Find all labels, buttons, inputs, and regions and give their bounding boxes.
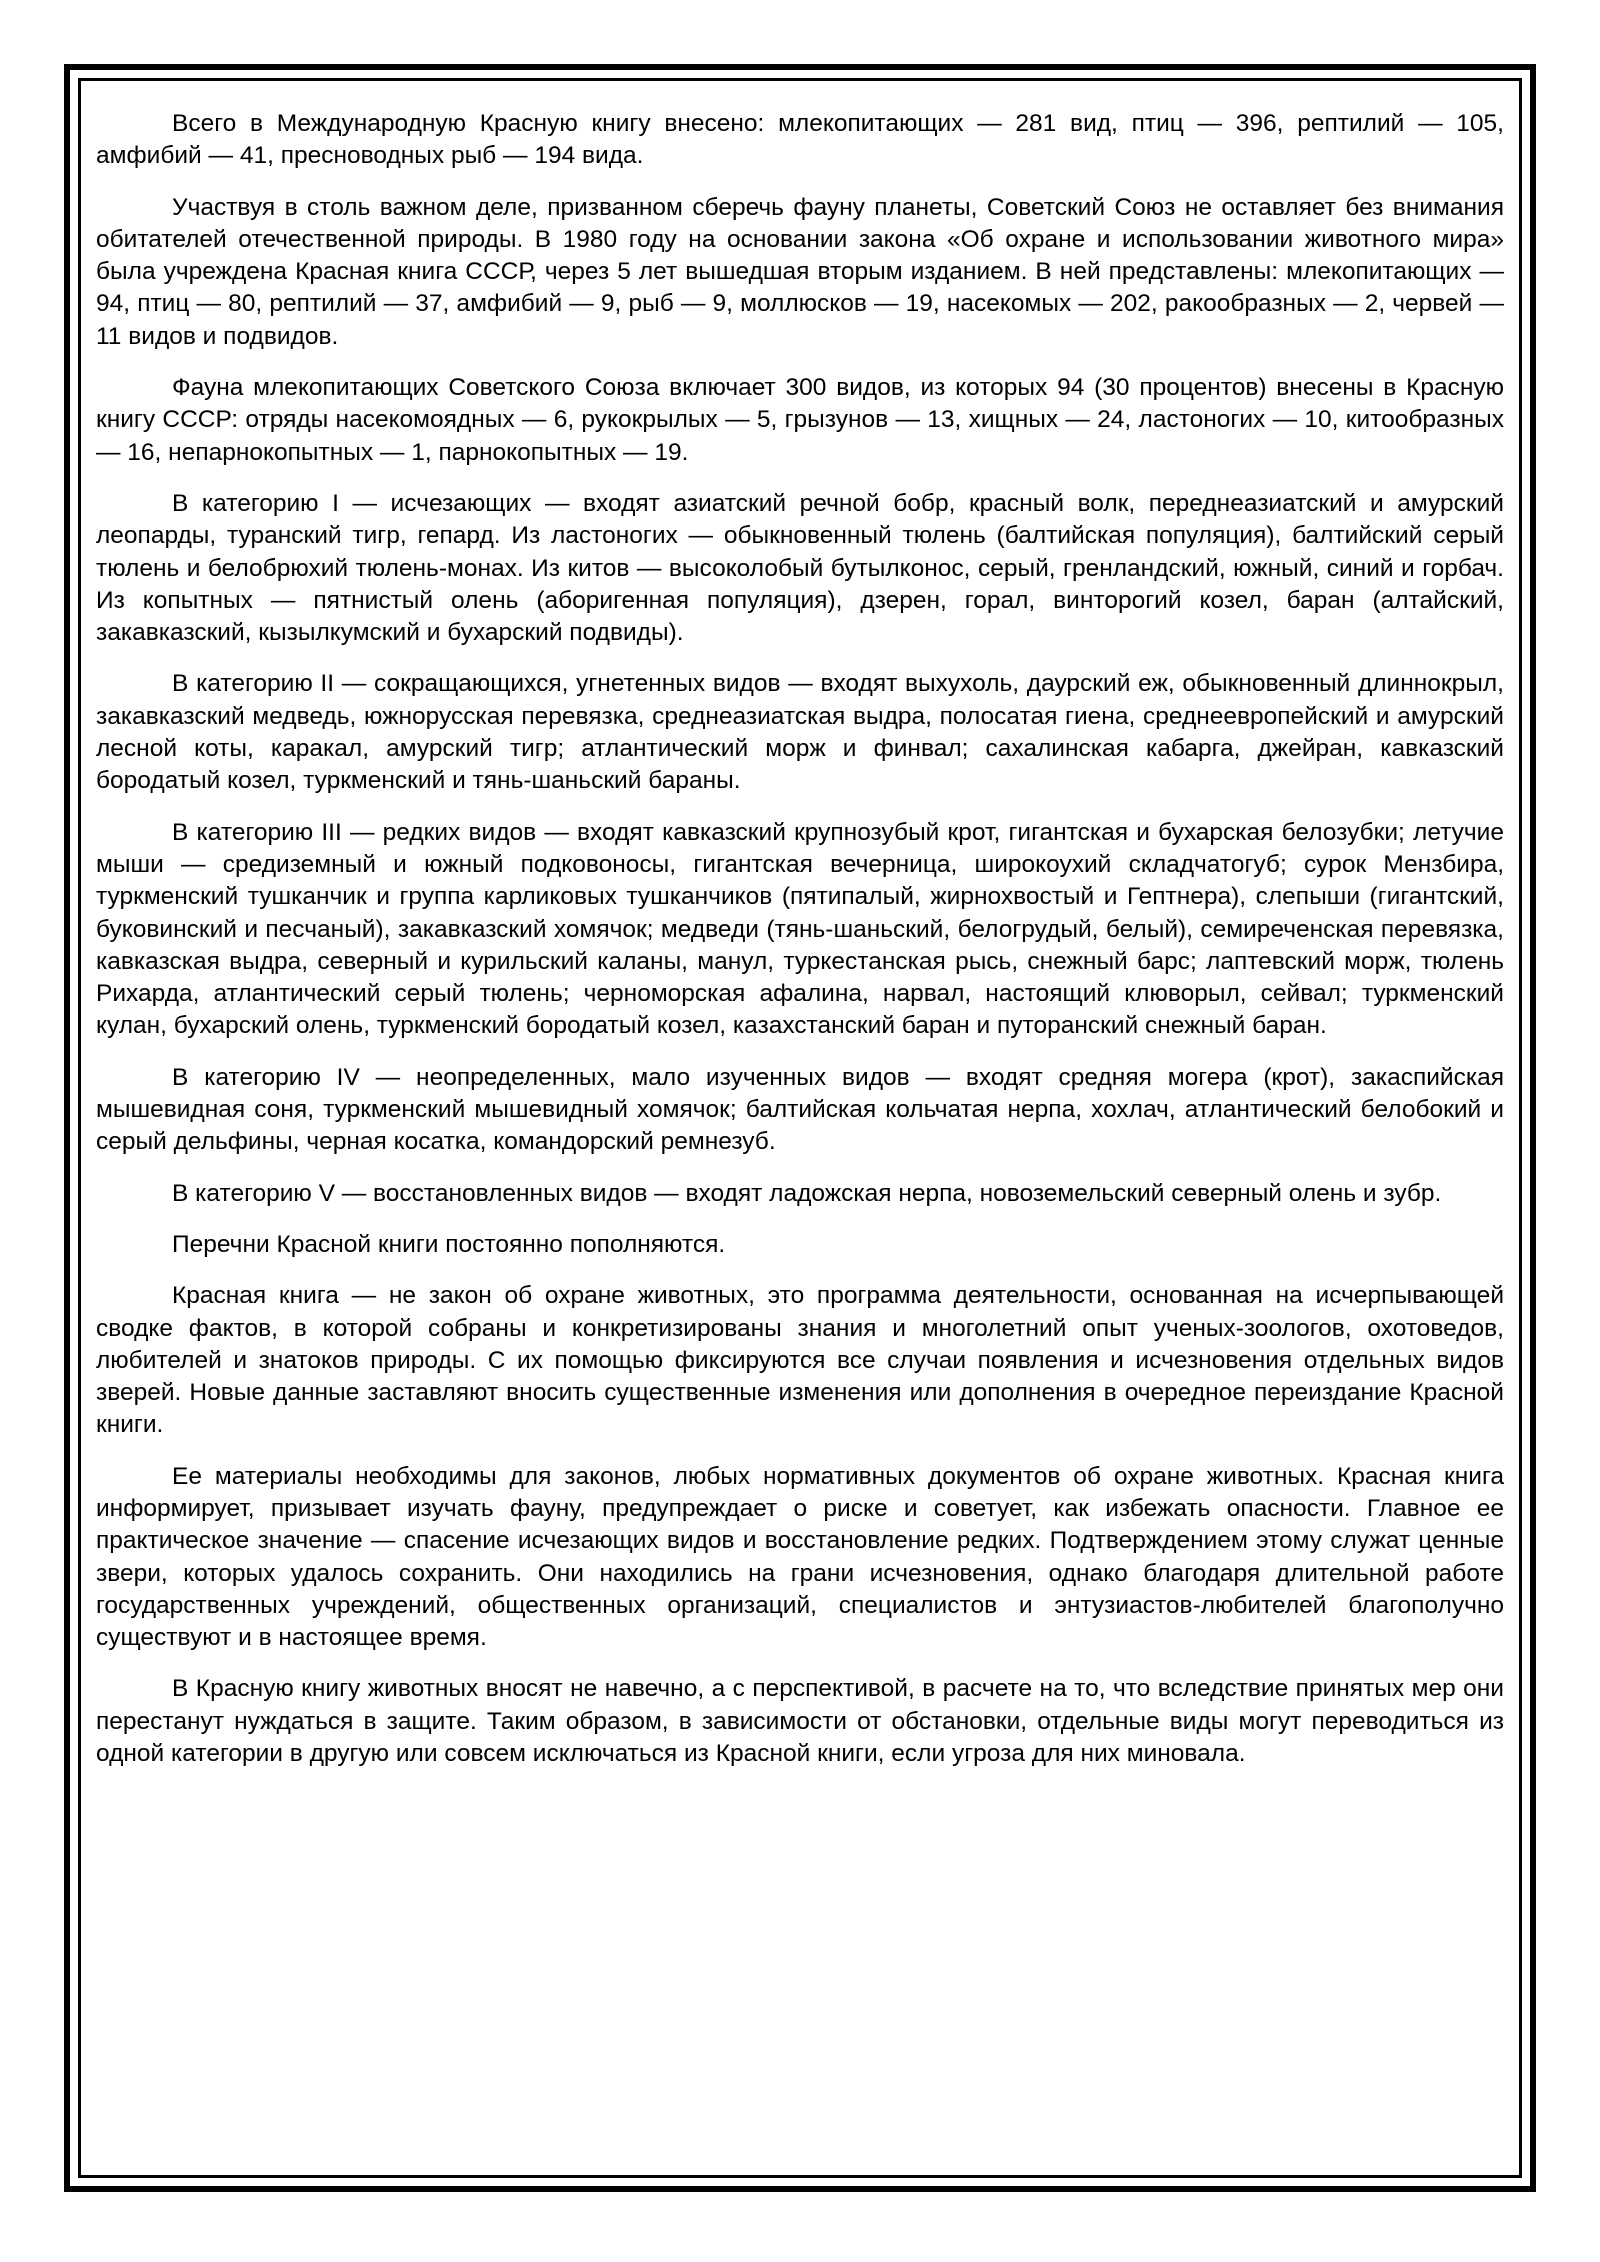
paragraph-red-book-program: Красная книга — не закон об охране животных, это программа деятельности, основанная на исчерпывающей сводке фактов, в которой собраны и конкретизированы знания и многолетний опыт ученых-зоологов, охотоведов, любителей и знатоков природы. С их помощью фиксируются все случаи появления и исчезновения отдельных видов зверей. Новые данные заставляют вносить существенные изменения или дополнения в очередное переиздание Красной книги. xyxy=(96,1282,1504,1439)
paragraph-category-1: В категорию I — исчезающих — входят азиатский речной бобр, красный волк, переднеазиатский и амурский леопарды, туранский тигр, гепард. Из ластоногих — обыкновенный тюлень (балтийская популяция), балтийский серый тюлень и белобрюхий тюлень-монах. Из китов — высоколобый бутылконос, серый, гренландский, южный, синий и горбач. Из копытных — пятнистый олень (аборигенная популяция), дзерен, горал, винторогий козел, баран (алтайский, закавказский, кызылкумский и бухарский подвиды). xyxy=(96,489,1504,647)
document-body xyxy=(96,108,1504,1789)
paragraph-ussr-red-book: Участвуя в столь важном деле, призванном сберечь фауну планеты, Советский Союз не оставляет без внимания обитателей отечественной природы. В 1980 году на основании закона «Об охране и использовании животного мира» была учреждена Красная книга СССР, через 5 лет вышедшая вторым изданием. В ней представлены: млекопитающих — 94, птиц — 80, рептилий — 37, амфибий — 9, рыб — 9, моллюсков — 19, насекомых — 202, ракообразных — 2, червей — 11 видов и подвидов. xyxy=(96,193,1504,350)
paragraph-category-2: В категорию II — сокращающихся, угнетенных видов — входят выхухоль, даурский еж, обыкновенный длиннокрыл, закавказский медведь, южнорусская перевязка, среднеазиатская выдра, полосатая гиена, среднеевропейский и амурский лесной коты, каракал, амурский тигр; атлантический морж и финвал; сахалинская кабарга, джейран, кавказский бородатый козел, туркменский и тянь-шаньский бараны. xyxy=(96,670,1504,795)
paragraph-category-3: В категорию III — редких видов — входят кавказский крупнозубый крот, гигантская и бухарская белозубки; летучие мыши — средиземный и южный подковоносы, гигантская вечерница, широкоухий складчатогуб; сурок Мензбира, туркменский тушканчик и группа карликовых тушканчиков (пятипалый, жирнохвостый и Гептнера), слепыши (гигантский, буковинский и песчаный), закавказский хомячок; медведи (тянь-шаньский, белогрудый, белый), семиреченская перевязка, кавказская выдра, северный и курильский каланы, манул, туркестанская рысь, снежный барс; лаптевский морж, тюлень Рихарда, атлантический серый тюлень; черноморская афалина, нарвал, настоящий клюворыл, сейвал; туркменский кулан, бухарский олень, туркменский бородатый козел, казахстанский баран и путоранский снежный баран. xyxy=(96,818,1504,1040)
paragraph-materials-significance: Ее материалы необходимы для законов, любых нормативных документов об охране животных. Красная книга информирует, призывает изучать фауну, предупреждает о риске и советует, как избежать опасности. Главное ее практическое значение — спасение исчезающих видов и восстановление редких. Подтверждением этому служат ценные звери, которых удалось сохранить. Они находились на грани исчезновения, однако благодаря длительной работе государственных учреждений, общественных организаций, специалистов и энтузиастов-любителей благополучно существуют и в настоящее время. xyxy=(96,1462,1504,1652)
paragraph-intl-red-book-totals: Всего в Международную Красную книгу внесено: млекопитающих — 281 вид, птиц — 396, рептилий — 105, амфибий — 41, пресноводных рыб — 194 вида. xyxy=(96,110,1504,170)
paragraph-lists-updated: Перечни Красной книги постоянно пополняются. xyxy=(172,1230,726,1258)
paragraph-not-forever: В Красную книгу животных вносят не навечно, а с перспективой, в расчете на то, что вследствие принятых мер они перестанут нуждаться в защите. Таким образом, в зависимости от обстановки, отдельные виды могут переводиться из одной категории в другую или совсем исключаться из Красной книги, если угроза для них миновала. xyxy=(96,1675,1504,1768)
paragraph-category-5: В категорию V — восстановленных видов — входят ладожская нерпа, новоземельский северный олень и зубр. xyxy=(172,1179,1442,1207)
paragraph-mammal-fauna: Фауна млекопитающих Советского Союза включает 300 видов, из которых 94 (30 процентов) внесены в Красную книгу СССР: отряды насекомоядных — 6, рукокрылых — 5, грызунов — 13, хищных — 24, ластоногих — 10, китообразных — 16, непарнокопытных — 1, парнокопытных — 19. xyxy=(96,374,1504,466)
paragraph-category-4: В категорию IV — неопределенных, мало изученных видов — входят средняя могера (крот), закаспийская мышевидная соня, туркменский мышевидный хомячок; балтийская кольчатая нерпа, хохлач, атлантический белобокий и серый дельфины, черная косатка, командорский ремнезуб. xyxy=(96,1063,1504,1156)
